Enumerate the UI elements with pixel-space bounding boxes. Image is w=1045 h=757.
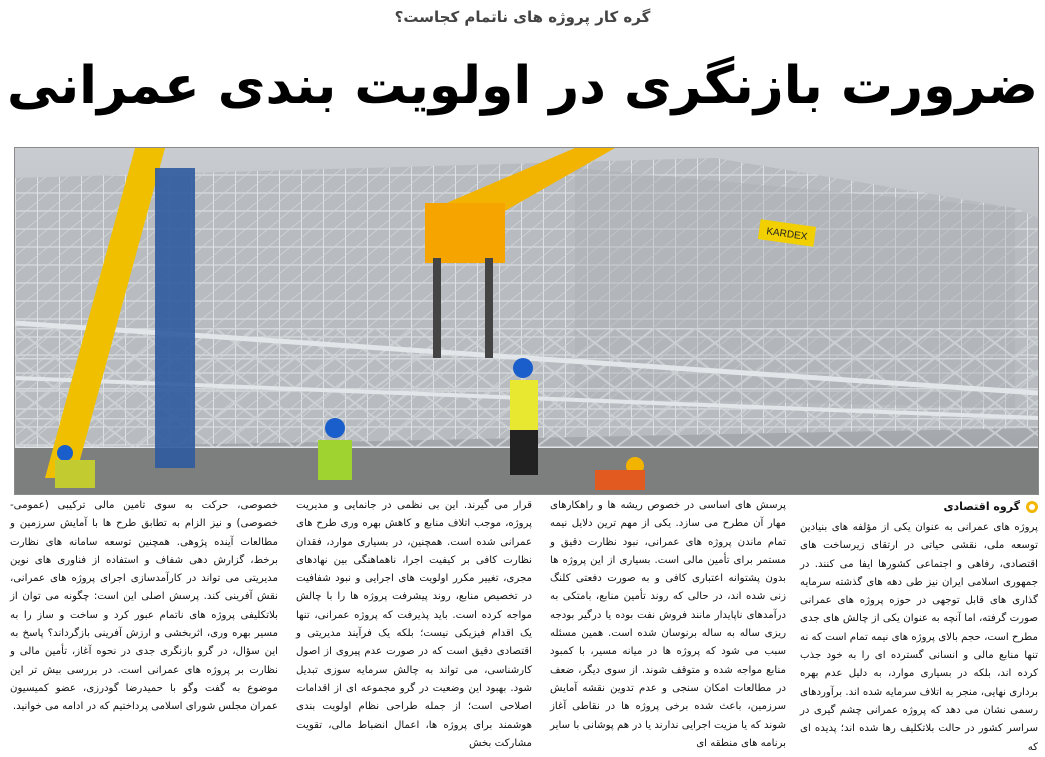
- kicker: گره کار پروژه های ناتمام کجاست؟: [394, 8, 651, 26]
- column-text: پروژه های عمرانی به عنوان یکی از مؤلفه های بنیادین توسعه ملی، نقشی حیاتی در ارتقای زیرساخت های اقتصادی، رفاهی و اجتماعی کشورها ایفا می کنند. در جمهوری اسلامی ایران نیز طی دهه های گذشته سرمایه گذاری های قابل توجهی در حوزه پروژه های عمرانی صورت گرفته، اما آنچه به عنوان یکی از چالش های جدی مطرح است، حجم بالای پروژه های نیمه تمام است که نه تنها منابع مالی و انسانی گسترده ای را به خود جذب کرده اند، بلکه در بسیاری موارد، به دلیل عدم بهره برداری نهایی، منجر به اتلاف سرمایه شده اند. برآوردهای رسمی نشان می دهد که پروژه عمرانی چشم گیری در سراسر کشور در حالت بلاتکلیف رها شده اند؛ پدیده ای که: [800, 522, 1038, 753]
- article-column-2: [550, 497, 786, 749]
- article-photo: [14, 147, 1039, 495]
- column-text: قرار می گیرند. این بی نظمی در جانمایی و مدیریت پروژه، موجب اتلاف منابع و کاهش بهره وری طرح های عمرانی شده است. همچنین، در بسیاری موارد، فقدان نظارت کافی بر کیفیت اجرا، ناهماهنگی بین نهادهای مجری، تغییر مکرر اولویت های اجرایی و نبود شفافیت در تخصیص منابع، روند پیشرفت پروژه ها را با چالش مواجه کرده است. باید پذیرفت که پروژه عمرانی، تنها یک اقدام فیزیکی نیست؛ بلکه یک فرآیند مدیریتی و اقتصادی دقیق است که در صورت عدم پیروی از اصول کارشناسی، می تواند به چالش سرمایه سوزی تبدیل شود. بهبود این وضعیت در گرو مجموعه ای از اقدامات اصلاحی است؛ از جمله طراحی نظام اولویت بندی هوشمند برای پروژه ها، اعمال انضباط مالی، تقویت مشارکت بخش: [296, 500, 532, 749]
- column-text: خصوصی، حرکت به سوی تامین مالی ترکیبی (عمومی-خصوصی) و نیز الزام به تطابق طرح ها با آمایش سرزمین و مطالعات آینده پژوهی. همچنین توسعه سامانه های نظارت برخط، گزارش دهی شفاف و استفاده از فناوری های نوین مدیریتی می تواند در کارآمدسازی اجرای پروژه های عمرانی، نقش آفرینی کند. پرسش اصلی این است: چگونه می توان از بلاتکلیفی پروژه های ناتمام عبور کرد و ساخت و ساز را به مسیر بهره وری، اثربخشی و ارزش آفرینی بازگرداند؟ پاسخ به این سؤال، در گرو بازنگری جدی در نحوه آغاز، تأمین مالی و نظارت بر پروژه های عمرانی است. در بررسی بیش تر این موضوع به گفت وگو با حمیدرضا گودرزی، عضو کمیسیون عمران مجلس شورای اسلامی پرداختیم که در ادامه می خوانید.: [10, 500, 278, 713]
- byline-text: گروه اقتصادی: [943, 499, 1020, 513]
- article-column-1: [800, 497, 1038, 753]
- column-text: پرسش های اساسی در خصوص ریشه ها و راهکارهای مهار آن مطرح می سازد. یکی از مهم ترین دلایل نیمه تمام ماندن پروژه های عمرانی، نبود نظارت دقیق و مستمر برای تأمین مالی است. بسیاری از این پروژه ها بدون پشتوانه اعتباری کافی و به صورت دفعتی کلنگ زنی شده اند، در حالی که روند تأمین منابع، بامتکی به درآمدهای ناپایدار مانند فروش نفت بوده یا درگیر بودجه ریزی ساله به ساله برنوسان شده است. همین مسئله سبب می شود که پروژه ها در میانه مسیر، با کمبود منابع مواجه شده و متوقف شوند. از سوی دیگر، ضعف در مطالعات امکان سنجی و عدم تدوین نقشه آمایش سرزمین، باعث شده برخی پروژه ها در نقاطی آغاز شوند که یا مزیت اجرایی ندارند یا در هم پوشانی با سایر برنامه های منطقه ای: [550, 500, 786, 749]
- article-body: [8, 497, 1038, 753]
- forklift-head: [425, 203, 505, 263]
- construction-photo-illustration: [15, 148, 1038, 494]
- headline: ضرورت بازنگری در اولویت بندی عمرانی: [7, 56, 1038, 116]
- article-column-3: [296, 497, 532, 749]
- byline: [800, 497, 1038, 517]
- svg-text:KARDEX: KARDEX: [765, 226, 808, 243]
- article-column-4: [10, 497, 278, 723]
- section-logo-icon: [1026, 501, 1038, 513]
